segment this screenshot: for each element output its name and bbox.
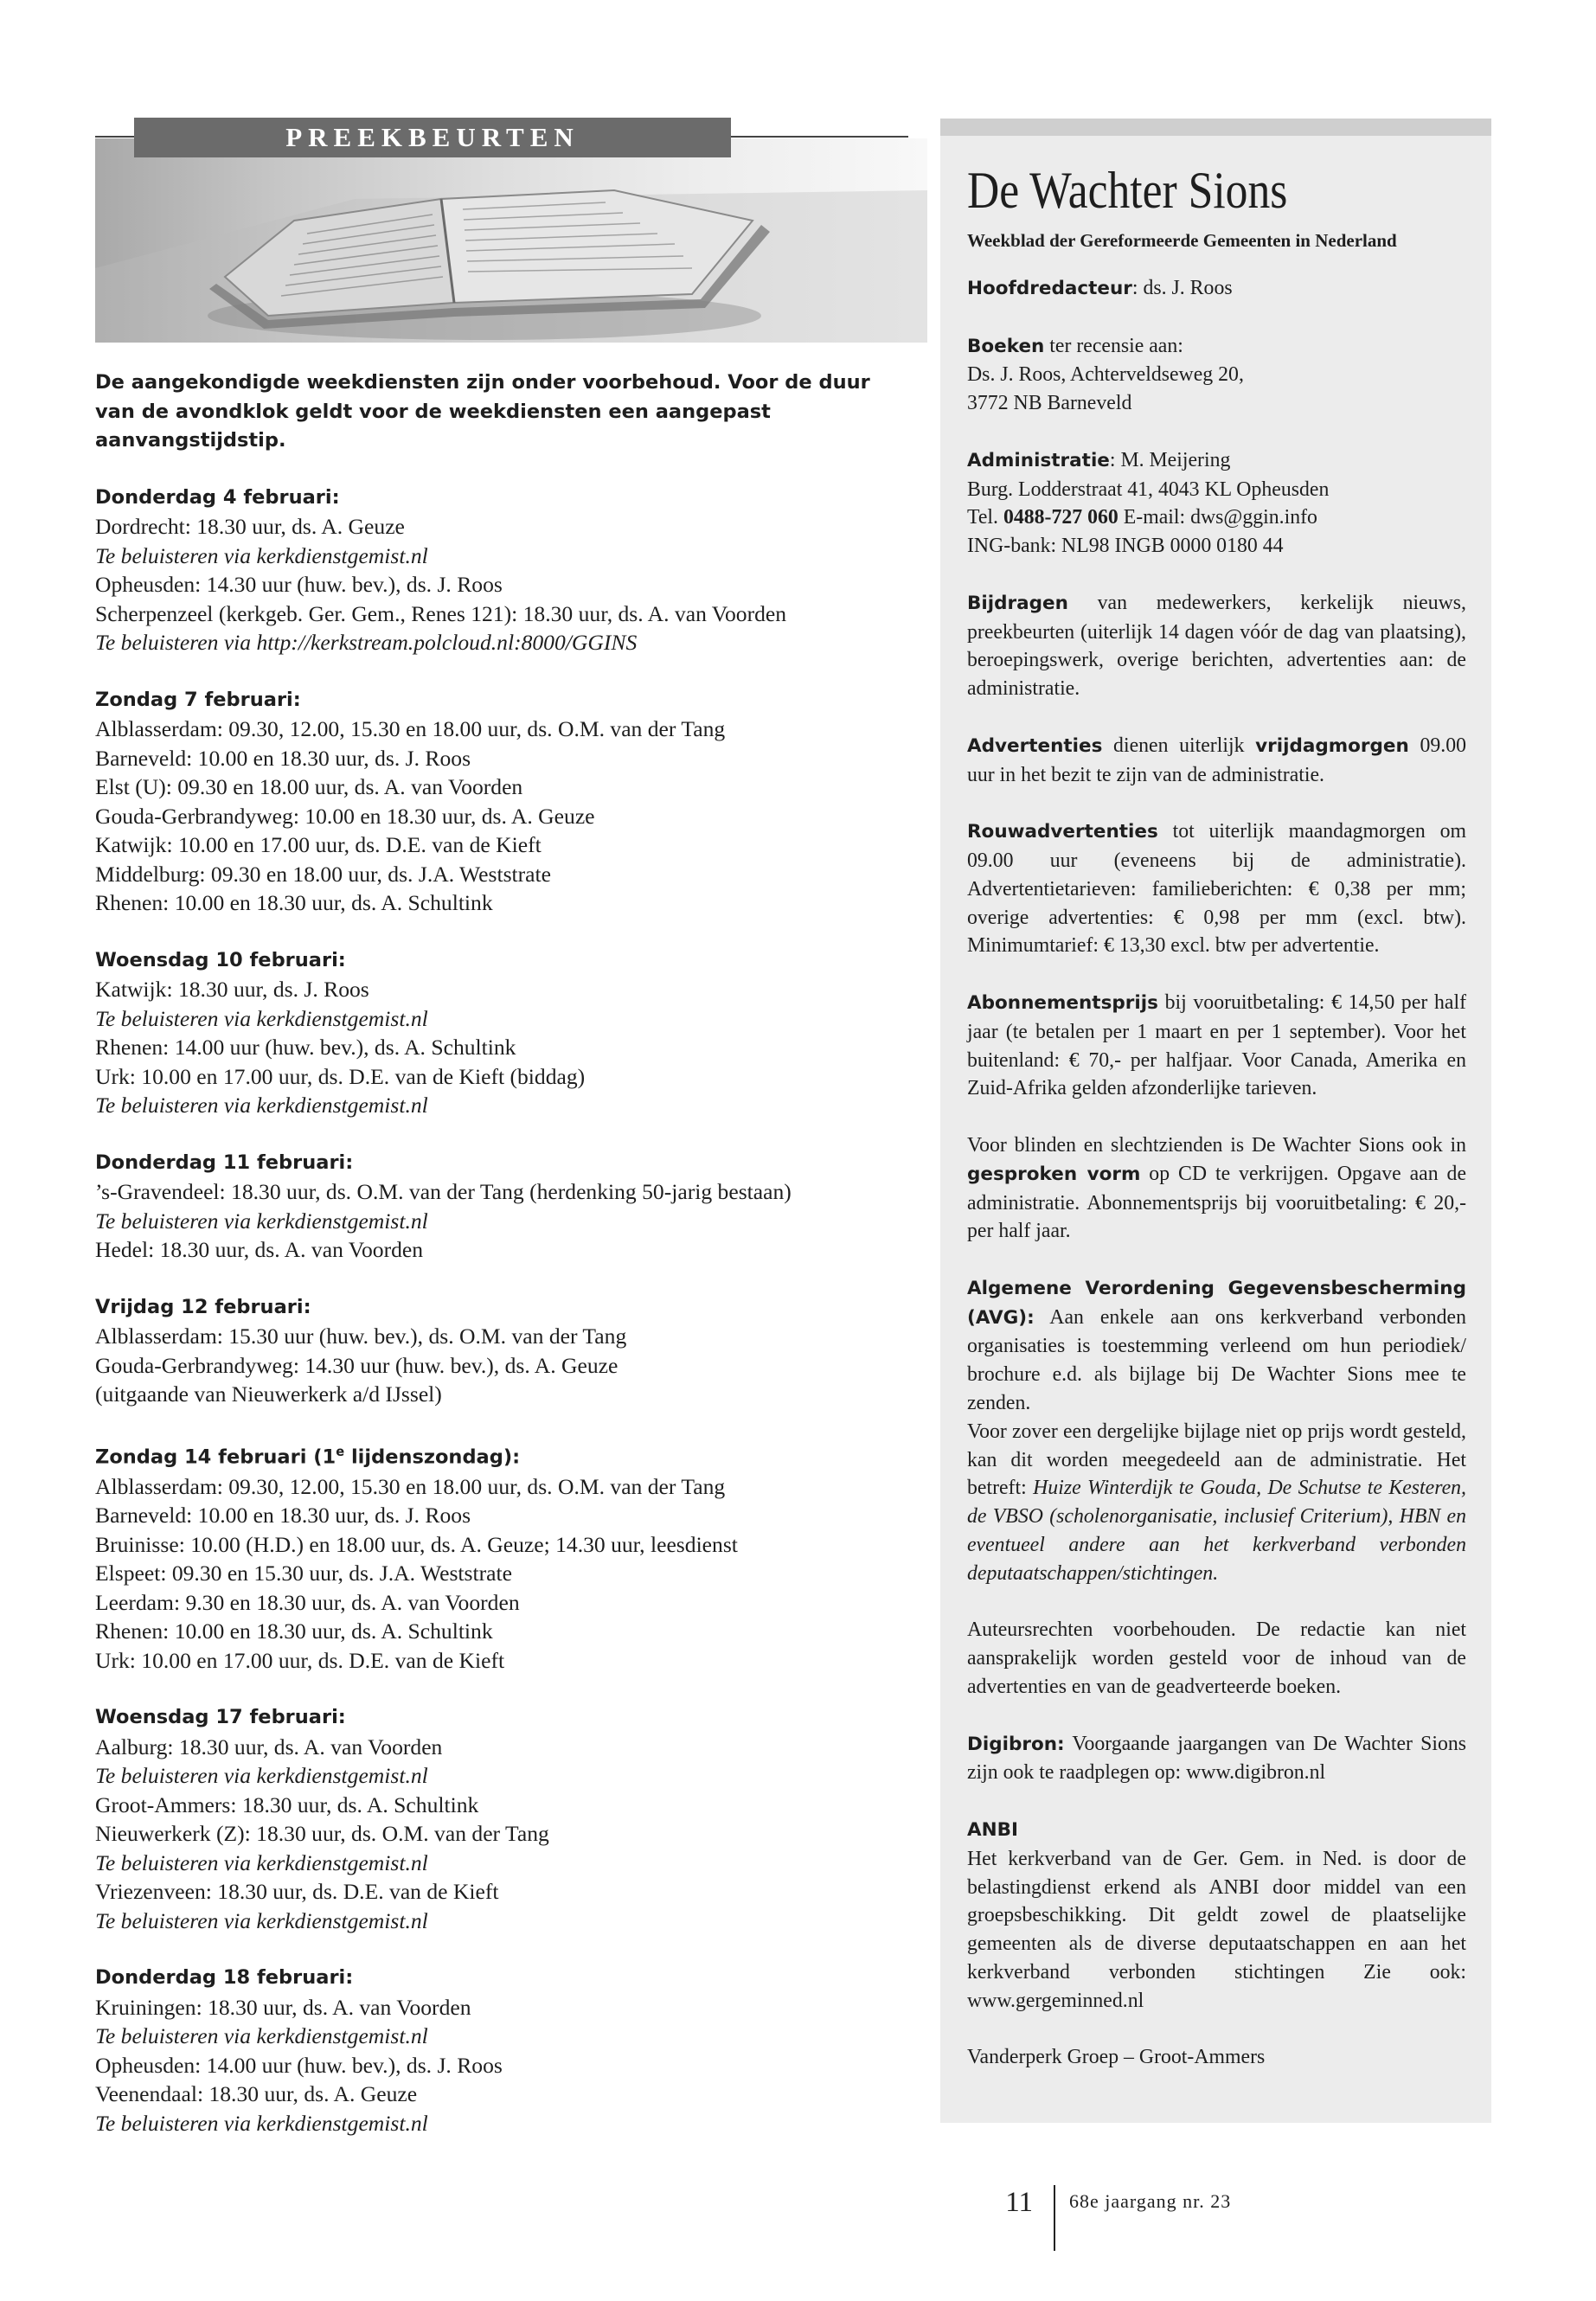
intro-notice: De aangekondigde weekdiensten zijn onder voorbehoud. Voor de duur van de avondklok geldt voor de weekdiensten een aangepast aanvangstijdstip.: [95, 371, 870, 452]
service-entry: Opheusden: 14.00 uur (huw. bev.), ds. J. Roos: [95, 2052, 503, 2078]
books-label: Boeken: [967, 335, 1045, 357]
mourning-label: Rouwadvertenties: [967, 821, 1158, 843]
avg-paragraph: [967, 1274, 1466, 1588]
service-entry: Vriezenveen: 18.30 uur, ds. D.E. van de Kieft: [95, 1879, 499, 1904]
ordinal-suffix: e: [336, 1444, 345, 1459]
service-day-title: Zondag 7 februari:: [95, 688, 301, 711]
services-list: [95, 484, 908, 2138]
header-bible-photo: [95, 138, 927, 343]
service-day: [95, 1964, 908, 2138]
broadcast-note: Te beluisteren via kerkdienstgemist.nl: [95, 1763, 428, 1788]
service-entry: Rhenen: 10.00 en 18.30 uur, ds. A. Schultink: [95, 1618, 493, 1644]
admin-email: E-mail: dws@ggin.info: [1118, 506, 1317, 529]
anbi-paragraph: [967, 1816, 1466, 2016]
service-entry: Rhenen: 10.00 en 18.30 uur, ds. A. Schultink: [95, 890, 493, 915]
digibron-text: Voorgaande jaargangen van De Wachter Sions zijn ook te raadplegen op: www.digibron.nl: [967, 1732, 1466, 1785]
service-day: [95, 1703, 908, 1935]
service-entry: Katwijk: 18.30 uur, ds. J. Roos: [95, 977, 369, 1002]
service-entry: Gouda-Gerbrandyweg: 14.30 uur (huw. bev.), ds. A. Geuze: [95, 1352, 619, 1378]
colophon-top-bar: [940, 119, 1491, 136]
avg-text: Aan enkele aan ons kerkverband verbonden organisaties is toestemming verleend om hun periodiek/ brochure e.d. als bijlage bij De Wachter Sions mee te zenden.: [967, 1305, 1466, 1415]
avg-label: Algemene Verordening Gegevensbescherming (AVG):: [967, 1277, 1466, 1329]
service-entry: Elspeet: 09.30 en 15.30 uur, ds. J.A. Weststrate: [95, 1561, 512, 1586]
service-day-title: Woensdag 17 februari:: [95, 1706, 346, 1728]
service-entry: Katwijk: 10.00 en 17.00 uur, ds. D.E. van de Kieft: [95, 832, 542, 857]
service-entry: Elst (U): 09.30 en 18.00 uur, ds. A. van Voorden: [95, 774, 523, 799]
service-entry: Urk: 10.00 en 17.00 uur, ds. D.E. van de Kieft (biddag): [95, 1063, 586, 1089]
service-day: [95, 1293, 908, 1409]
admin-bank: ING-bank: NL98 INGB 0000 0180 44: [967, 535, 1284, 558]
page-number: 11: [1005, 2187, 1033, 2218]
ads-text-2: 09.00 uur in het bezit te zijn van de administratie.: [967, 734, 1466, 786]
admin-address: Burg. Lodderstraat 41, 4043 KL Opheusden: [967, 478, 1330, 501]
broadcast-note: Te beluisteren via http://kerkstream.polcloud.nl:8000/GGINS: [95, 630, 638, 655]
service-day-title: Woensdag 10 februari:: [95, 948, 346, 971]
service-entry: ’s-Gravendeel: 18.30 uur, ds. O.M. van der Tang (herdenking 50-jarig bestaan): [95, 1179, 792, 1204]
contributions-paragraph: [967, 589, 1466, 703]
services-column: [95, 369, 908, 2166]
service-entry: Barneveld: 10.00 en 18.30 uur, ds. J. Roos: [95, 1503, 471, 1528]
open-book-icon: [95, 138, 927, 343]
copyright-paragraph: Auteursrechten voorbehouden. De redactie kan niet aansprakelijk worden gesteld voor de inhoud van de advertenties en van de geadverteerde boeken.: [967, 1618, 1466, 1699]
ads-deadline: vrijdagmorgen: [1255, 734, 1409, 757]
contributions-text: van medewerkers, kerkelijk nieuws, preekbeurten (uiterlijk 14 dagen vóór de dag van plaatsing), beroepingswerk, overige berichten, advertenties aan: de administratie.: [967, 591, 1466, 701]
digibron-label: Digibron:: [967, 1733, 1065, 1755]
service-entry: Alblasserdam: 09.30, 12.00, 15.30 en 18.00 uur, ds. O.M. van der Tang: [95, 716, 726, 741]
service-entry: Nieuwerkerk (Z): 18.30 uur, ds. O.M. van der Tang: [95, 1821, 549, 1846]
service-entry: Kruiningen: 18.30 uur, ds. A. van Voorden: [95, 1994, 471, 2020]
service-entry: Dordrecht: 18.30 uur, ds. A. Geuze: [95, 514, 405, 539]
ads-label: Advertenties: [967, 734, 1103, 757]
broadcast-note: Te beluisteren via kerkdienstgemist.nl: [95, 2110, 428, 2136]
service-entry: Hedel: 18.30 uur, ds. A. van Voorden: [95, 1237, 424, 1262]
broadcast-note: Te beluisteren via kerkdienstgemist.nl: [95, 1907, 428, 1933]
service-entry: Opheusden: 14.30 uur (huw. bev.), ds. J. Roos: [95, 572, 503, 597]
service-entry: Gouda-Gerbrandyweg: 10.00 en 18.30 uur, ds. A. Geuze: [95, 803, 595, 829]
mourning-text: tot uiterlijk maandagmorgen om 09.00 uur (eveneens bij de administratie). Advertentietarieven: familieberichten: € 0,38 per mm; overige advertenties: € 0,98 per mm (excl. btw). Minimumtarief: € 13,30 excl. btw per advertentie.: [967, 820, 1466, 958]
anbi-label: ANBI: [967, 1819, 1019, 1842]
broadcast-note: Te beluisteren via kerkdienstgemist.nl: [95, 1005, 428, 1031]
service-entry: Barneveld: 10.00 en 18.30 uur, ds. J. Roos: [95, 745, 471, 771]
masthead-subtitle: Weekblad der Gereformeerde Gemeenten in Nederland: [967, 230, 1397, 251]
service-entry: Veenendaal: 18.30 uur, ds. A. Geuze: [95, 2081, 418, 2106]
blind-text-2: op CD te verkrijgen. Opgave aan de administratie. Abonnementsprijs bij vooruitbetaling: € 20,- per half jaar.: [967, 1162, 1467, 1243]
blind-paragraph: [967, 1131, 1466, 1246]
section-label: PREEKBEURTEN: [134, 118, 731, 157]
service-entry: Scherpenzeel (kerkgeb. Ger. Gem., Renes 121): 18.30 uur, ds. A. van Voorden: [95, 600, 787, 626]
broadcast-note: Te beluisteren via kerkdienstgemist.nl: [95, 1093, 428, 1118]
masthead-title: De Wachter Sions: [967, 162, 1288, 219]
editor-paragraph: [967, 274, 1466, 304]
service-day: [95, 1438, 908, 1676]
subscription-paragraph: [967, 989, 1466, 1103]
service-entry: Groot-Ammers: 18.30 uur, ds. A. Schultink: [95, 1791, 479, 1817]
books-paragraph: [967, 332, 1466, 418]
digibron-paragraph: [967, 1730, 1466, 1788]
books-text: ter recensie aan:: [1044, 334, 1183, 357]
issue-label: 68e jaargang nr. 23: [1069, 2190, 1232, 2212]
service-day-title: Vrijdag 12 februari:: [95, 1295, 311, 1318]
broadcast-note: Te beluisteren via kerkdienstgemist.nl: [95, 542, 428, 568]
admin-tel-label: Tel.: [967, 506, 1003, 529]
admin-paragraph: [967, 446, 1466, 561]
service-day-title: Zondag 14 februari (1e lijdenszondag):: [95, 1444, 521, 1468]
service-entry: Leerdam: 9.30 en 18.30 uur, ds. A. van Voorden: [95, 1589, 520, 1615]
service-day-title: Donderdag 11 februari:: [95, 1150, 354, 1174]
admin-value: : M. Meijering: [1109, 448, 1231, 471]
editor-value: : ds. J. Roos: [1131, 277, 1233, 299]
blind-bold: gesproken vorm: [967, 1163, 1141, 1185]
avg-text-2: Voor zover een dergelijke bijlage niet op prijs wordt gesteld, kan dit worden meegedeeld aan de administratie. Het betreft:: [967, 1420, 1466, 1500]
books-address-line-2: 3772 NB Barneveld: [967, 392, 1132, 415]
broadcast-note: Te beluisteren via kerkdienstgemist.nl: [95, 1849, 428, 1875]
subscription-label: Abonnementsprijs: [967, 991, 1158, 1014]
colophon-content: [967, 157, 1466, 2072]
service-entry: Rhenen: 14.00 uur (huw. bev.), ds. A. Schultink: [95, 1035, 516, 1060]
service-day: [95, 946, 908, 1120]
service-day-title: Donderdag 4 februari:: [95, 485, 340, 509]
service-day: [95, 484, 908, 657]
broadcast-note: Te beluisteren via kerkdienstgemist.nl: [95, 1208, 428, 1234]
service-entry: Bruinisse: 10.00 (H.D.) en 18.00 uur, ds. A. Geuze; 14.30 uur, leesdienst: [95, 1531, 738, 1557]
admin-tel: 0488-727 060: [1003, 506, 1118, 529]
ads-text-1: dienen uiterlijk: [1102, 734, 1256, 757]
editor-label: Hoofdredacteur: [967, 278, 1132, 299]
colophon-box: [940, 119, 1491, 2123]
blind-text-1: Voor blinden en slechtzienden is De Wachter Sions ook in: [967, 1133, 1466, 1157]
service-entry: Middelburg: 09.30 en 18.00 uur, ds. J.A. Weststrate: [95, 861, 551, 887]
books-address-line-1: Ds. J. Roos, Achterveldseweg 20,: [967, 363, 1244, 387]
service-day: [95, 686, 908, 918]
service-day-title: Donderdag 18 februari:: [95, 1966, 354, 1989]
broadcast-note: Te beluisteren via kerkdienstgemist.nl: [95, 2023, 428, 2048]
contributions-label: Bijdragen: [967, 592, 1068, 614]
mourning-paragraph: [967, 817, 1466, 960]
service-entry: (uitgaande van Nieuwerkerk a/d IJssel): [95, 1381, 442, 1407]
footer-divider: [1054, 2185, 1055, 2251]
avg-organisations: Huize Winterdijk te Gouda, De Schutse te Kesteren, de VBSO (scholenorganisatie, inclusief Criterium), HBN en eventueel andere aan het kerkverband verbonden deputaatschappen/stichtingen.: [967, 1477, 1466, 1585]
service-entry: Alblasserdam: 15.30 uur (huw. bev.), ds. O.M. van der Tang: [95, 1324, 627, 1349]
service-entry: Alblasserdam: 09.30, 12.00, 15.30 en 18.00 uur, ds. O.M. van der Tang: [95, 1473, 726, 1499]
service-entry: Aalburg: 18.30 uur, ds. A. van Voorden: [95, 1734, 443, 1759]
anbi-text: Het kerkverband van de Ger. Gem. in Ned. is door de belastingdienst erkend als ANBI door middel van een groepsbeschikking. Dit geldt zowel de plaatselijke gemeenten als de diverse deputaatschappen en aan het kerkverband verbonden stichtingen Zie ook: www.gergeminned.nl: [967, 1847, 1466, 2012]
printer-line: Vanderperk Groep – Groot-Ammers: [967, 2046, 1266, 2069]
ads-paragraph: [967, 732, 1466, 790]
admin-label: Administratie: [967, 449, 1110, 471]
service-day: [95, 1149, 908, 1265]
subscription-text: bij vooruitbetaling: € 14,50 per half jaar (te betalen per 1 maart en per 1 september). Voor het buitenland: € 70,- per halfjaar. Voor Canada, Amerika en Zuid-Afrika gelden afzonderlijke tarieven.: [967, 990, 1466, 1100]
service-entry: Urk: 10.00 en 17.00 uur, ds. D.E. van de Kieft: [95, 1647, 505, 1673]
